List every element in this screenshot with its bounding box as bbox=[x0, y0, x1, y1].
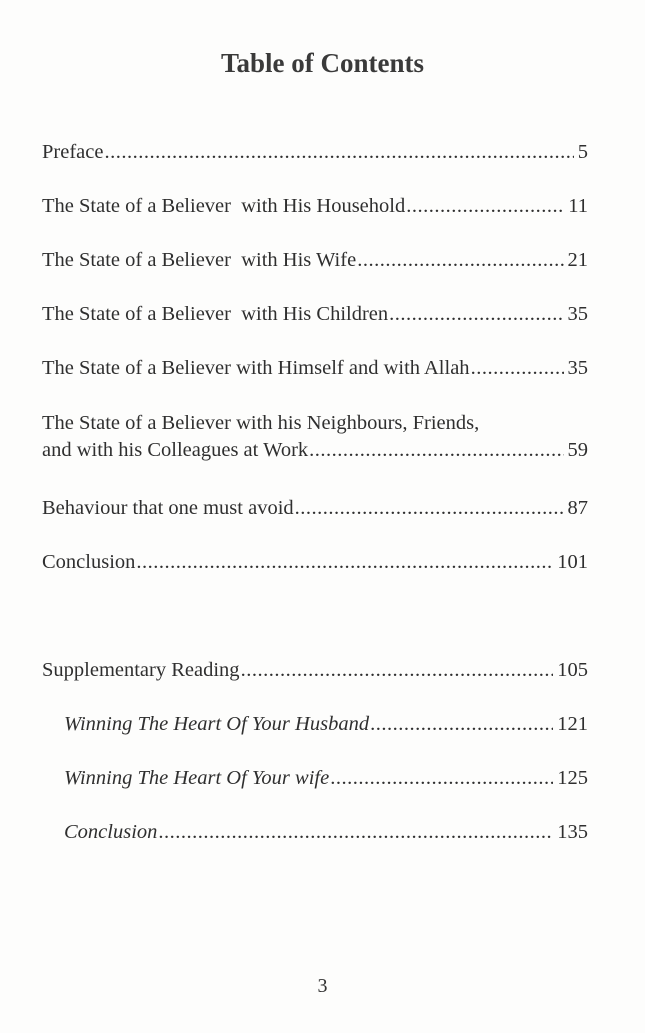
dot-leader bbox=[309, 437, 563, 464]
toc-page-number: 59 bbox=[567, 439, 588, 461]
toc-page-number: 5 bbox=[577, 141, 588, 163]
dot-leader bbox=[136, 549, 553, 576]
dot-leader bbox=[357, 247, 563, 274]
toc-page-number: 35 bbox=[567, 357, 588, 379]
toc-entry-text: The State of a Believer with His Wife bbox=[42, 249, 357, 271]
toc-entry-text: Supplementary Reading bbox=[42, 659, 240, 681]
toc-page-number: 125 bbox=[557, 767, 588, 789]
toc-page-number: 101 bbox=[557, 551, 588, 573]
toc-page-number: 87 bbox=[567, 497, 588, 519]
toc-page-number: 135 bbox=[557, 821, 588, 843]
toc-entry-text: Winning The Heart Of Your wife bbox=[64, 767, 330, 789]
toc-entry-children bbox=[42, 301, 588, 328]
toc-page-number: 121 bbox=[557, 713, 588, 735]
dot-leader bbox=[406, 193, 564, 220]
dot-leader bbox=[295, 495, 564, 522]
toc-entry-behaviour bbox=[42, 495, 588, 522]
toc-entry-text-line1: The State of a Believer with his Neighbours, Friends, bbox=[42, 412, 480, 434]
dot-leader bbox=[389, 301, 563, 328]
toc-entry-wife bbox=[42, 247, 588, 274]
dot-leader bbox=[241, 657, 554, 684]
toc-page-number: 105 bbox=[557, 659, 588, 681]
toc-entry-preface bbox=[42, 139, 588, 166]
toc-entry-text: and with his Colleagues at Work bbox=[42, 439, 309, 461]
toc-entry-text: The State of a Believer with His Household bbox=[42, 195, 406, 217]
toc-entry-conclusion bbox=[42, 549, 588, 576]
dot-leader bbox=[370, 711, 553, 738]
page-title: Table of Contents bbox=[220, 48, 425, 78]
toc-page-number: 35 bbox=[567, 303, 588, 325]
toc-subentry-wife bbox=[64, 765, 588, 792]
toc-entry-text: Winning The Heart Of Your Husband bbox=[64, 713, 370, 735]
toc-entry-text: Preface bbox=[42, 141, 104, 163]
toc-entry-supplementary bbox=[42, 657, 588, 684]
toc-entry-household bbox=[42, 193, 588, 220]
page-number: 3 bbox=[317, 975, 328, 997]
dot-leader bbox=[471, 355, 564, 382]
toc-entry-text: Behaviour that one must avoid bbox=[42, 497, 294, 519]
toc-entry-text: Conclusion bbox=[42, 551, 136, 573]
toc-subentry-conclusion bbox=[64, 819, 588, 846]
toc-entry-neighbours bbox=[42, 410, 588, 464]
toc-entry-himself bbox=[42, 355, 588, 382]
toc-page-number: 11 bbox=[568, 195, 588, 217]
toc-entry-text: The State of a Believer with His Children bbox=[42, 303, 389, 325]
dot-leader bbox=[104, 139, 573, 166]
toc-subentry-husband bbox=[64, 711, 588, 738]
toc-entry-text: The State of a Believer with Himself and with Allah bbox=[42, 357, 470, 379]
dot-leader bbox=[330, 765, 553, 792]
toc-entry-text: Conclusion bbox=[64, 821, 158, 843]
dot-leader bbox=[158, 819, 553, 846]
toc-page-number: 21 bbox=[567, 249, 588, 271]
